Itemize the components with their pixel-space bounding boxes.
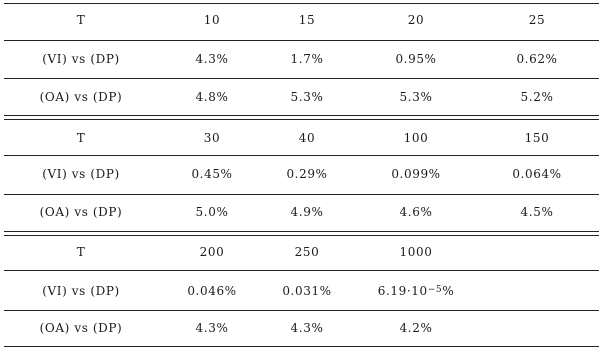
row-label: (VI) vs (DP) <box>42 52 120 66</box>
header-cell: 10 <box>203 13 221 27</box>
table-cell: 4.3% <box>290 321 324 335</box>
table-cell: 4.5% <box>520 205 554 219</box>
table-bottom-rule <box>4 346 599 347</box>
table-cell: 1.7% <box>290 52 324 66</box>
header-cell: 1000 <box>399 245 433 259</box>
table-cell: 4.8% <box>195 90 229 104</box>
row-label: (OA) vs (DP) <box>39 321 123 335</box>
table-cell: 5.3% <box>290 90 324 104</box>
header-cell: 25 <box>528 13 546 27</box>
table-cell: 0.064% <box>512 167 562 181</box>
header-label-t: T <box>76 131 86 145</box>
table-cell: 0.29% <box>286 167 328 181</box>
block-rule <box>4 231 599 232</box>
table-cell: 5.2% <box>520 90 554 104</box>
table-cell: 0.45% <box>191 167 233 181</box>
header-label-t: T <box>76 13 86 27</box>
table-cell: 4.3% <box>195 321 229 335</box>
header-cell: 200 <box>199 245 225 259</box>
row-label: (OA) vs (DP) <box>39 90 123 104</box>
row-label: (VI) vs (DP) <box>42 284 120 298</box>
row-rule <box>4 270 599 271</box>
row-rule <box>4 194 599 195</box>
row-rule <box>4 155 599 156</box>
table-cell: 0.099% <box>391 167 441 181</box>
header-cell: 15 <box>298 13 316 27</box>
header-cell: 20 <box>407 13 425 27</box>
table-cell: 0.62% <box>516 52 558 66</box>
row-rule <box>4 78 599 79</box>
header-cell: 150 <box>524 131 550 145</box>
table-cell: 4.6% <box>399 205 433 219</box>
row-rule <box>4 310 599 311</box>
block-rule <box>4 235 599 236</box>
header-cell: 250 <box>294 245 320 259</box>
block-rule <box>4 119 599 120</box>
row-rule <box>4 40 599 41</box>
percent-suffix: % <box>442 284 455 298</box>
header-cell: 100 <box>403 131 429 145</box>
table-cell: 0.031% <box>282 284 332 298</box>
row-label: (OA) vs (DP) <box>39 205 123 219</box>
table-top-rule <box>4 3 599 4</box>
exponent: −5 <box>427 285 443 295</box>
header-cell: 30 <box>203 131 221 145</box>
table-cell: 4.3% <box>195 52 229 66</box>
table-cell: 0.95% <box>395 52 437 66</box>
header-cell: 40 <box>298 131 316 145</box>
row-label: (VI) vs (DP) <box>42 167 120 181</box>
table-cell: 4.2% <box>399 321 433 335</box>
table-cell: 5.0% <box>195 205 229 219</box>
table-cell: 4.9% <box>290 205 324 219</box>
header-label-t: T <box>76 245 86 259</box>
table-cell-scientific <box>378 284 455 300</box>
mantissa: 6.19·10 <box>377 284 428 298</box>
block-rule <box>4 115 599 116</box>
table-cell: 5.3% <box>399 90 433 104</box>
table-cell: 0.046% <box>187 284 237 298</box>
